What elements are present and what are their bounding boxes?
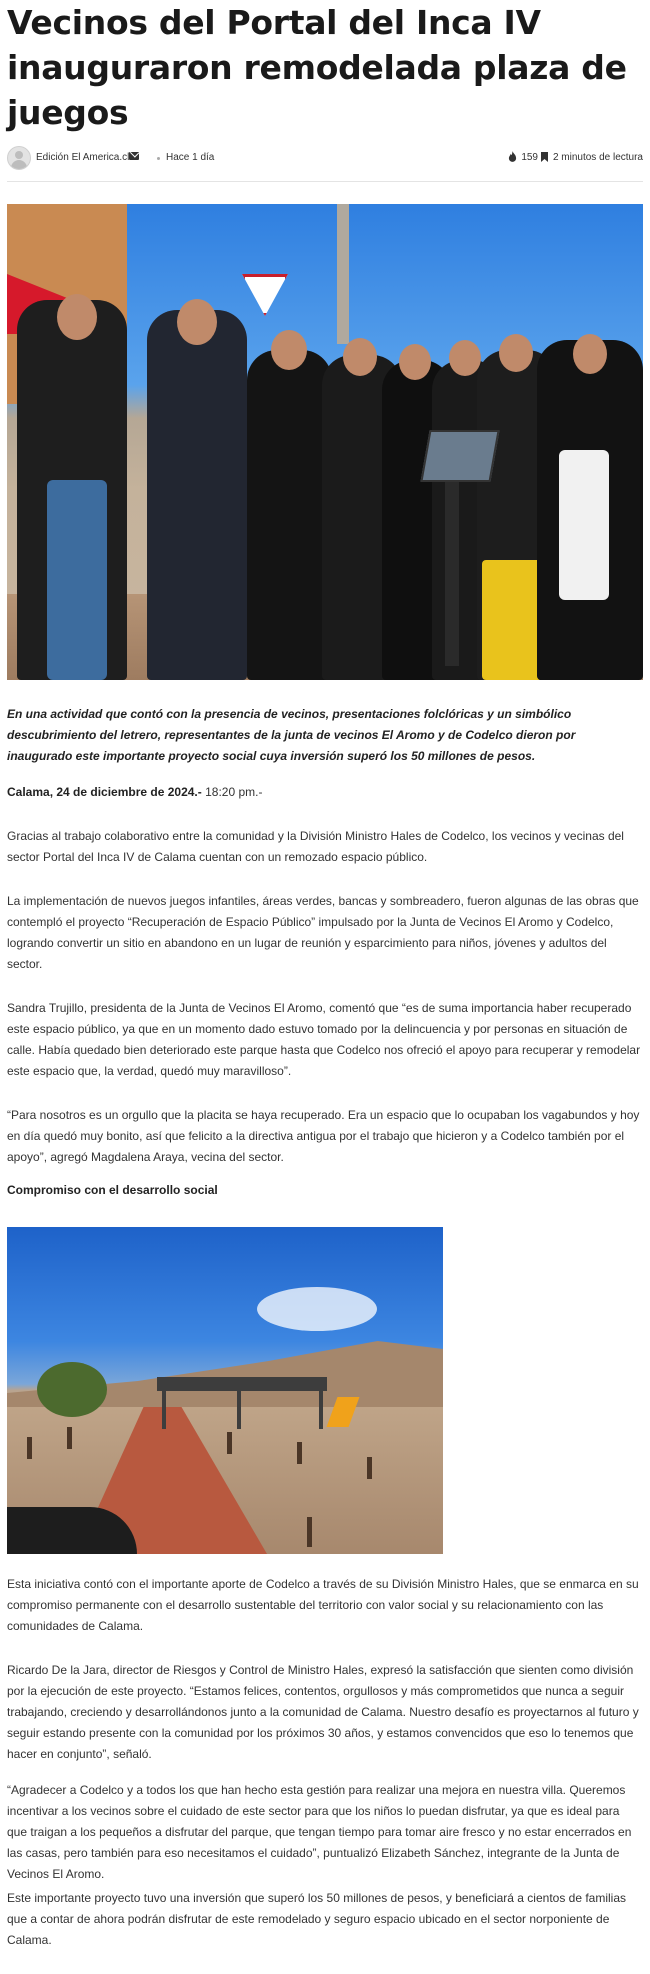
paragraph: Sandra Trujillo, presidenta de la Junta de Vecinos El Aromo, comentó que “es de suma importancia haber recuperado este espacio público, ya que en un momento dado estuvo tomado por la delincuencia y por personas en situación de calle. Había quedado bien deteriorado este parque hasta que Codelco nos ofreció el apoyo para recuperar y remodelar este espacio que, la verdad, quedó muy maravilloso”. [7,1001,641,1078]
mail-icon[interactable] [129,152,139,160]
paragraph: Gracias al trabajo colaborativo entre la comunidad y la División Ministro Hales de Codelco, los vecinos y vecinas del sector Portal del Inca IV de Calama cuentan con un remozado espacio público. [7,829,624,864]
reading-time: 2 minutos de lectura [552,152,643,163]
article-meta [7,146,643,170]
flame-icon [508,151,517,162]
author-link[interactable]: Edición El America.cl [36,152,130,163]
article-title: Vecinos del Portal del Inca IV inauguraron remodelada plaza de juegos [7,3,627,132]
publish-time: Hace 1 día [166,152,215,163]
dateline-time: 18:20 pm.- [201,785,263,799]
paragraph: “Para nosotros es un orgullo que la placita se haya recuperado. Era un espacio que lo ocupaban los vagabundos y hoy en día quedó muy bonito, así que felicito a la directiva antigua por el trabajo que hicieron y a Codelco también por el apoyo”, agregó Magdalena Araya, vecina del sector. [7,1108,640,1164]
header-divider [7,181,643,182]
inauguration-photo [7,204,643,680]
dateline-date: Calama, 24 de diciembre de 2024.- [7,785,202,799]
paragraph: Este importante proyecto tuvo una inversión que superó los 50 millones de pesos, y beneficiará a cientos de familias que a contar de ahora podrán disfrutar de este remodelado y seguro espacio ubicado en el sector norponiente de Calama. [7,1891,627,1947]
paragraph: La implementación de nuevos juegos infantiles, áreas verdes, bancas y sombreadero, fueron algunas de las obras que contempló el proyecto “Recuperación de Espacio Público” impulsado por la Junta de Vecinos El Aromo y Codelco, logrando convertir un sitio en abandono en un lugar de reunión y esparcimiento para niños, jóvenes y adultos del sector. [7,894,639,971]
user-avatar-icon[interactable] [7,146,31,170]
paragraph: Ricardo De la Jara, director de Riesgos y Control de Ministro Hales, expresó la satisfacción que sienten como división por la ejecución de este proyecto. “Estamos felices, contentos, orgullosos y más comprometidos que nunca a seguir trabajando, creciendo y desarrollándonos junto a la comunidad de Calama. Nuestro desafío es proyectarnos al futuro y seguir estando presente con la comunidad por los próximos 30 años, y estamos convencidos que eso lo tenemos que hacer en conjunto”, señaló. [7,1663,639,1761]
view-count: 159 [521,152,538,163]
article-lead: En una actividad que contó con la presencia de vecinos, presentaciones folclóricas y un simbólico descubrimiento del letrero, representantes de la junta de vecinos El Aromo y de Codelco dieron por inaugurado este importante proyecto social cuya inversión superó los 50 millones de pesos. [7,707,576,763]
section-subheading: Compromiso con el desarrollo social [7,1183,218,1197]
paragraph: “Agradecer a Codelco y a todos los que han hecho esta gestión para realizar una mejora en nuestra villa. Queremos incentivar a los vecinos sobre el cuidado de este sector para que los niños lo puedan disfrutar, ya que es ideal para que traigan a los pequeños a disfrutar del parque, que tengan tiempo para tomar aire fresco y no estar encerrados en las casas, pero también para eso necesitamos el cuidado”, puntualizó Elizabeth Sánchez, integrante de la Junta de Vecinos El Aromo. [7,1783,632,1881]
separator-dot [157,157,160,160]
playground-photo [7,1227,443,1554]
dateline [7,782,641,803]
bookmark-icon [541,152,548,162]
paragraph: Esta iniciativa contó con el importante aporte de Codelco a través de su División Ministro Hales, que se enmarca en su compromiso permanente con el desarrollo sustentable del territorio con valor social y su relacionamiento con las comunidades de Calama. [7,1577,639,1633]
